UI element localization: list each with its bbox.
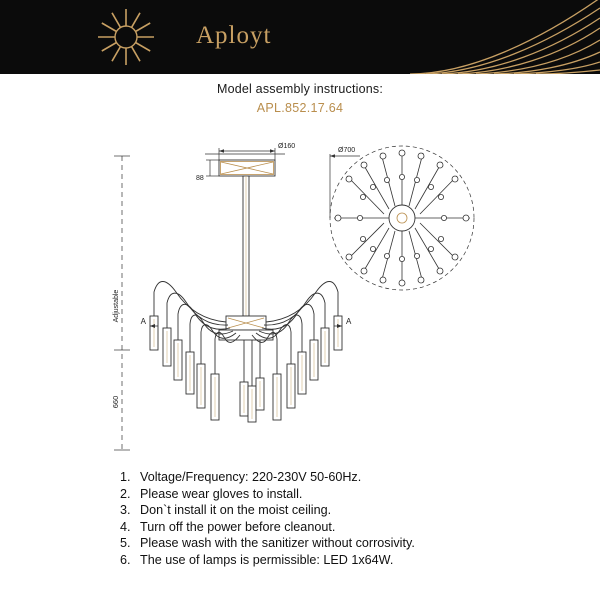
instructions-list: [120, 470, 550, 569]
title-block: [0, 82, 600, 115]
fan-rays-icon: [380, 0, 600, 74]
header-banner: [0, 0, 600, 74]
list-item-text: Please wash with the sanitizer without corrosivity.: [140, 536, 415, 550]
sunburst-logo-icon: [96, 7, 156, 67]
list-item-text: Voltage/Frequency: 220-230V 50-60Hz.: [140, 470, 362, 484]
body-height-dimension-label: 660: [111, 395, 120, 409]
list-item-text: Turn off the power before cleanout.: [140, 519, 336, 534]
list-item: [120, 487, 550, 501]
section-label-right: A: [346, 317, 352, 326]
list-item-number: 1.: [120, 470, 131, 484]
list-item-text: Please wear gloves to install.: [140, 486, 303, 501]
list-item: [120, 503, 550, 517]
adjustable-dimension-label: Adjustable: [113, 289, 120, 323]
list-item-text: Don`t install it on the moist ceiling.: [140, 503, 332, 517]
list-item-number: 6.: [120, 552, 131, 567]
list-item: [120, 536, 550, 550]
model-code: APL.852.17.64: [256, 101, 344, 115]
instructions-title: Model assembly instructions:: [216, 82, 384, 96]
canopy-height-label: 88: [196, 175, 204, 182]
list-item: [120, 553, 550, 567]
top-view-diagram: [330, 146, 474, 290]
top-view-diameter-label: Ø700: [338, 147, 356, 154]
canopy-diameter-label: Ø160: [278, 143, 296, 150]
section-label-left: A: [140, 317, 146, 326]
list-item-number: 3.: [120, 503, 131, 517]
list-item-number: 2.: [120, 486, 131, 501]
list-item: [120, 520, 550, 534]
technical-drawing: [0, 120, 600, 460]
list-item: [120, 470, 550, 484]
list-item-number: 4.: [120, 519, 131, 534]
brand-name: Aployt: [196, 22, 272, 49]
list-item-number: 5.: [120, 536, 131, 550]
list-item-text: The use of lamps is permissible: LED 1x64W.: [140, 552, 394, 567]
